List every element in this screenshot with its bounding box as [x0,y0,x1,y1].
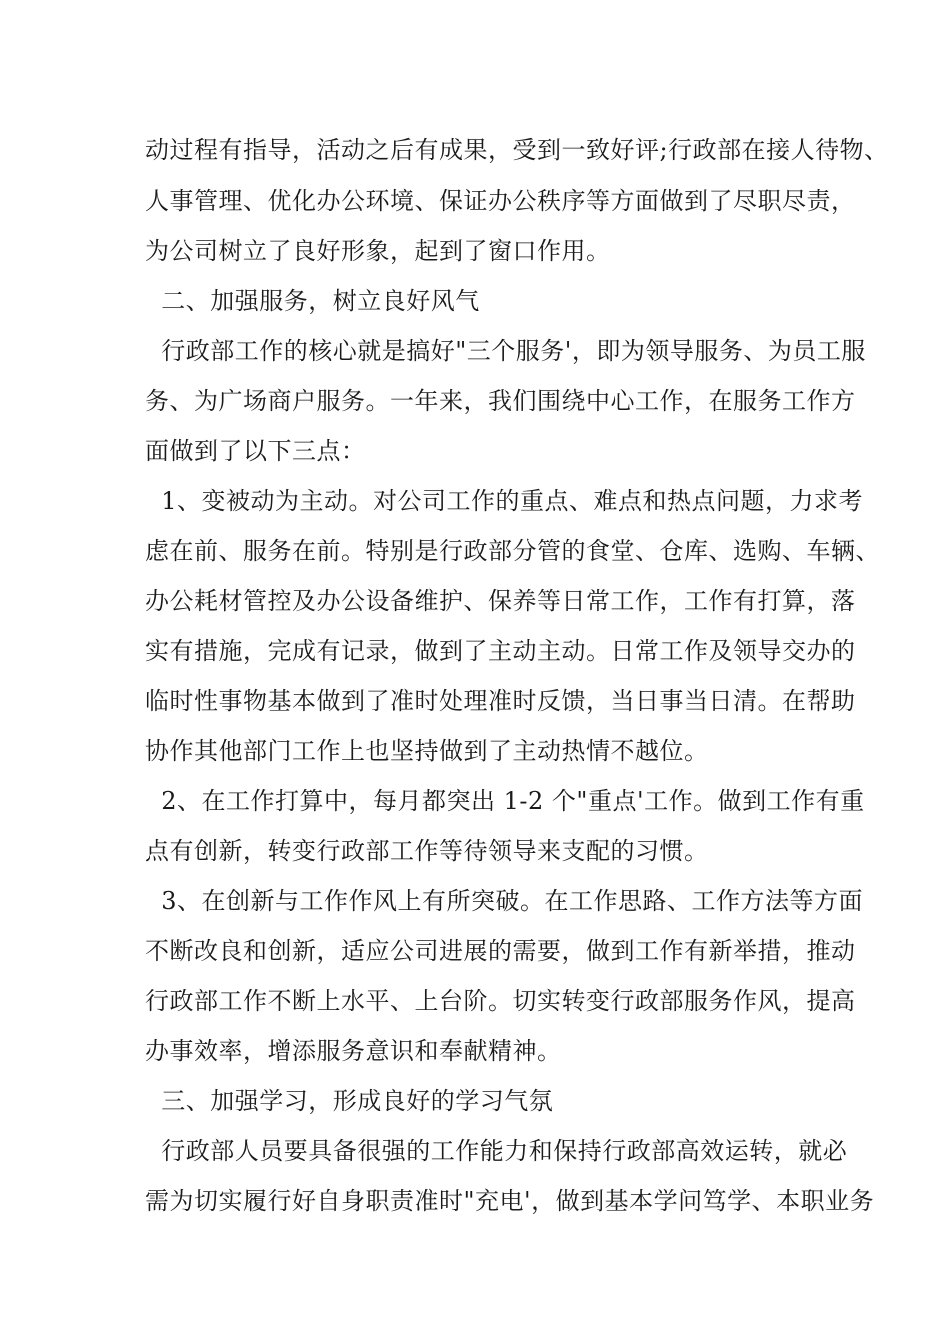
text-line: 为公司树立了良好形象，起到了窗口作用。 [145,237,611,265]
text-line: 办公耗材管控及办公设备维护、保养等日常工作，工作有打算，落 [145,587,856,615]
text-line: 办事效率，增添服务意识和奉献精神。 [145,1037,562,1065]
section-heading: 三、加强学习，形成良好的学习气氛 [145,1087,554,1115]
text-line: 点有创新，转变行政部工作等待领导来支配的习惯。 [145,837,709,865]
text-line: 协作其他部门工作上也坚持做到了主动热情不越位。 [145,737,709,765]
text-line: 3、在创新与工作作风上有所突破。在工作思路、工作方法等方面 [145,887,864,915]
text-line: 行政部人员要具备很强的工作能力和保持行政部高效运转，就必 [145,1137,848,1165]
text-line: 临时性事物基本做到了准时处理准时反馈，当日事当日清。在帮助 [145,687,856,715]
text-line: 务、为广场商户服务。一年来，我们围绕中心工作，在服务工作方 [145,387,856,415]
text-line: 行政部工作的核心就是搞好"三个服务'，即为领导服务、为员工服 [145,337,866,365]
text-line: 1、变被动为主动。对公司工作的重点、难点和热点问题，力求考 [145,487,864,515]
text-line: 行政部工作不断上水平、上台阶。切实转变行政部服务作风，提高 [145,987,856,1015]
text-line: 面做到了以下三点： [145,437,366,465]
text-line: 不断改良和创新，适应公司进展的需要，做到工作有新举措，推动 [145,937,856,965]
text-line: 实有措施，完成有记录，做到了主动主动。日常工作及领导交办的 [145,637,856,665]
text-line: 虑在前、服务在前。特别是行政部分管的食堂、仓库、选购、车辆、 [145,537,880,565]
text-line: 需为切实履行好自身职责准时"充电'，做到基本学问笃学、本职业务 [145,1187,875,1215]
text-line: 动过程有指导，活动之后有成果，受到一致好评;行政部在接人待物、 [145,136,889,164]
text-line: 2、在工作打算中，每月都突出 1-2 个"重点'工作。做到工作有重 [145,787,865,815]
text-line: 人事管理、优化办公环境、保证办公秩序等方面做到了尽职尽责， [145,187,856,215]
section-heading: 二、加强服务，树立良好风气 [145,287,480,315]
